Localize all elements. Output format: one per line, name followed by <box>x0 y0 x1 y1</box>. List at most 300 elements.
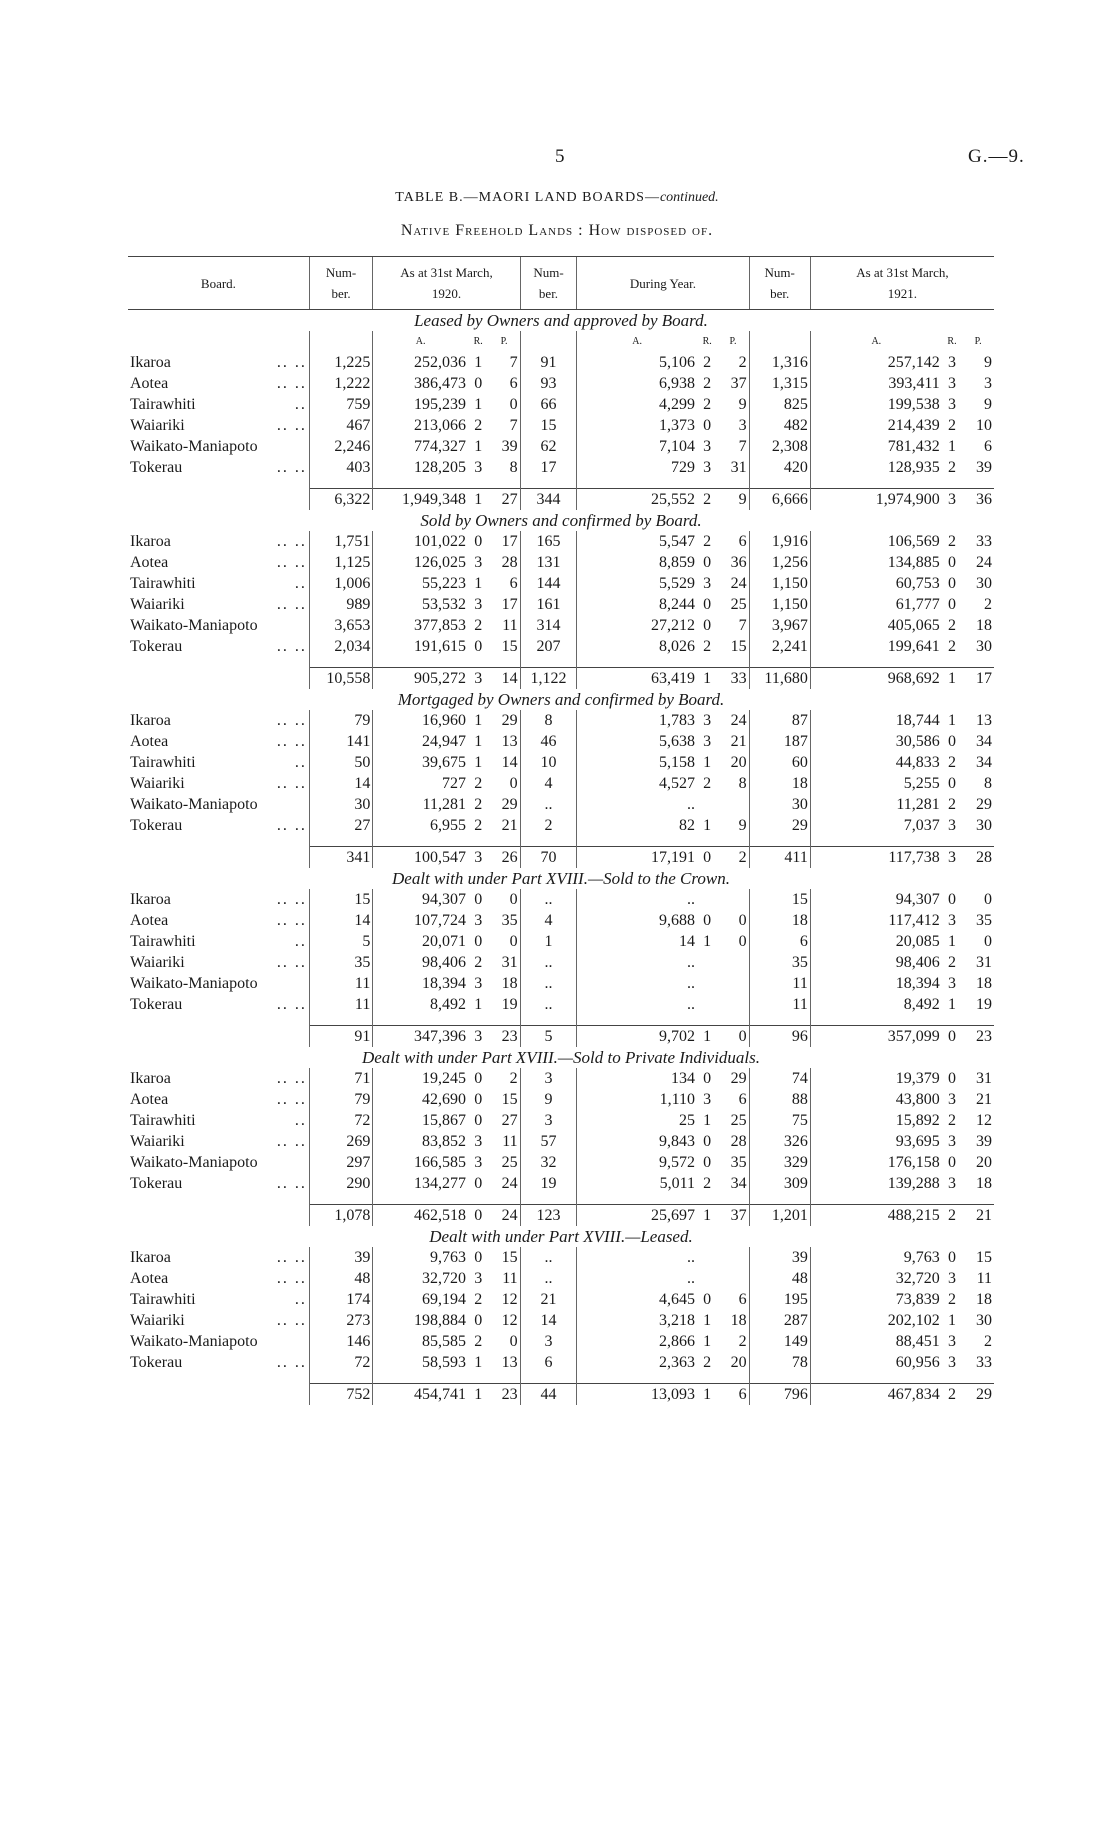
board-name: Aotea <box>130 554 169 571</box>
spacer-cell <box>942 478 962 489</box>
cell-number-1921: 75 <box>749 1110 810 1131</box>
units-spacer <box>749 331 810 352</box>
col-number-1921 <box>749 257 810 310</box>
total-number-year: 1,122 <box>520 668 577 690</box>
total-roods-1920: 3 <box>468 668 488 690</box>
cell-acres-year: 27,212 <box>577 615 697 636</box>
total-acres-1920: 905,272 <box>373 668 468 690</box>
leader-dots: .. <box>294 396 307 413</box>
leader-dots: .. .. <box>276 533 307 550</box>
cell-roods-year: 0 <box>703 617 712 634</box>
cell-number-1921: 60 <box>749 752 810 773</box>
total-roods-1920: 3 <box>468 847 488 869</box>
cell-acres-year: 9,572 <box>577 1152 697 1173</box>
leader-dots: .. .. <box>276 1354 307 1371</box>
cell-acres-1921: 257,142 <box>810 352 941 373</box>
cell-acres-1921: 43,800 <box>810 1089 941 1110</box>
cell-perches-1920: 13 <box>501 733 518 750</box>
leader-dots: .. .. <box>276 1133 307 1150</box>
unit-label-r: R. <box>947 336 957 347</box>
cell-number-1920: 146 <box>309 1331 372 1352</box>
section-title-row <box>128 310 994 332</box>
cell-roods-1920: 0 <box>474 933 483 950</box>
section-title: Sold by Owners and confirmed by Board. <box>420 511 702 530</box>
cell-perches-1921: 2 <box>984 596 992 613</box>
spacer-cell <box>810 1373 941 1384</box>
cell-perches-year <box>717 1247 749 1268</box>
section-title: Mortgaged by Owners and confirmed by Board. <box>397 690 725 709</box>
cell-roods-year: 2 <box>703 775 712 792</box>
cell-number-1920: 1,006 <box>309 573 372 594</box>
cell-perches-1921: 0 <box>984 933 992 950</box>
cell-roods-1921: 0 <box>947 775 956 792</box>
cell-perches-1920: 7 <box>509 417 518 434</box>
cell-acres-1920: 20,071 <box>373 931 468 952</box>
spacer-cell <box>577 836 697 847</box>
cell-roods-year: 3 <box>703 438 712 455</box>
cell-perches-1921: 12 <box>976 1112 992 1129</box>
table-row <box>128 615 994 636</box>
spacer-cell <box>309 1373 372 1384</box>
board-name-cell <box>128 889 309 910</box>
unit-label-a: A. <box>373 331 468 352</box>
cell-number-year: 2 <box>520 815 577 836</box>
cell-perches-1920: 15 <box>501 1091 518 1108</box>
cell-acres-1921: 202,102 <box>810 1310 941 1331</box>
cell-acres-1921: 106,569 <box>810 531 941 552</box>
cell-acres-year: 729 <box>577 457 697 478</box>
cell-perches-1921: 18 <box>976 1291 992 1308</box>
total-acres-1920: 462,518 <box>373 1205 468 1227</box>
spacer-cell <box>942 1373 962 1384</box>
section-title-row <box>128 1047 994 1068</box>
spacer-cell <box>520 478 577 489</box>
col-number-year-label: Num- ber. <box>533 265 564 301</box>
cell-perches-1920: 24 <box>501 1175 518 1192</box>
cell-number-1921: 18 <box>749 910 810 931</box>
cell-roods-year <box>697 952 717 973</box>
table-row <box>128 531 994 552</box>
board-name: Aotea <box>130 912 169 929</box>
spacer-cell <box>128 1373 309 1384</box>
cell-acres-year: 4,527 <box>577 773 697 794</box>
cell-acres-1921: 88,451 <box>810 1331 941 1352</box>
spacer-cell <box>717 1194 749 1205</box>
cell-acres-year: .. <box>577 994 697 1015</box>
spacer-cell <box>717 657 749 668</box>
cell-perches-1921: 30 <box>976 1312 992 1329</box>
total-row <box>128 1205 994 1227</box>
cell-roods-1921: 0 <box>947 1070 956 1087</box>
total-acres-1921: 117,738 <box>810 847 941 869</box>
cell-roods-1921: 2 <box>947 1291 956 1308</box>
cell-roods-1921: 2 <box>947 417 956 434</box>
cell-roods-1921: 3 <box>947 375 956 392</box>
spacer-cell <box>962 657 994 668</box>
board-name: Ikaroa <box>130 533 171 550</box>
cell-number-1921: 18 <box>749 773 810 794</box>
units-row <box>128 331 994 352</box>
cell-perches-year <box>717 973 749 994</box>
total-perches-1920: 23 <box>488 1384 520 1406</box>
cell-acres-1921: 8,492 <box>810 994 941 1015</box>
spacer-cell <box>577 1194 697 1205</box>
cell-acres-1921: 20,085 <box>810 931 941 952</box>
leader-dots: .. .. <box>276 733 307 750</box>
cell-number-year: 3 <box>520 1331 577 1352</box>
cell-roods-1920: 0 <box>474 891 483 908</box>
cell-acres-1920: 386,473 <box>373 373 468 394</box>
cell-roods-1921: 3 <box>947 354 956 371</box>
cell-number-1920: 5 <box>309 931 372 952</box>
cell-acres-year: .. <box>577 889 697 910</box>
cell-roods-year: 2 <box>703 1354 712 1371</box>
cell-roods-year: 2 <box>703 375 712 392</box>
spacer-cell <box>810 657 941 668</box>
cell-acres-1921: 214,439 <box>810 415 941 436</box>
cell-roods-1921: 3 <box>947 1091 956 1108</box>
cell-number-1920: 48 <box>309 1268 372 1289</box>
section-title-row <box>128 689 994 710</box>
cell-perches-1920: 7 <box>509 354 518 371</box>
spacer-cell <box>942 1194 962 1205</box>
cell-perches-year: 0 <box>738 933 747 950</box>
table-row <box>128 394 994 415</box>
board-name: Waikato-Maniapoto <box>130 796 258 813</box>
total-acres-1920: 454,741 <box>373 1384 468 1406</box>
spacer-cell <box>468 836 488 847</box>
section-title-row <box>128 1226 994 1247</box>
table-row <box>128 994 994 1015</box>
cell-acres-1921: 60,956 <box>810 1352 941 1373</box>
total-perches-1921: 29 <box>962 1384 994 1406</box>
cell-number-year: 165 <box>520 531 577 552</box>
spacer-cell <box>749 1194 810 1205</box>
total-acres-1921: 1,974,900 <box>810 489 941 511</box>
total-perches-1920: 27 <box>488 489 520 511</box>
cell-perches-year: 6 <box>738 533 747 550</box>
cell-acres-1920: 24,947 <box>373 731 468 752</box>
cell-acres-1920: 774,327 <box>373 436 468 457</box>
cell-roods-1920: 3 <box>474 1133 483 1150</box>
total-acres-1920: 1,949,348 <box>373 489 468 511</box>
cell-number-1921: 482 <box>749 415 810 436</box>
cell-roods-1921: 0 <box>947 1154 956 1171</box>
cell-number-year: 66 <box>520 394 577 415</box>
total-perches-year: 2 <box>717 847 749 869</box>
cell-roods-1920: 2 <box>474 417 483 434</box>
spacer-cell <box>488 836 520 847</box>
table-row <box>128 1310 994 1331</box>
cell-number-1921: 1,316 <box>749 352 810 373</box>
section-title-row <box>128 510 994 531</box>
cell-roods-1921: 0 <box>947 733 956 750</box>
col-number-1921-label: Num- ber. <box>764 265 795 301</box>
cell-roods-year: 0 <box>703 1070 712 1087</box>
cell-acres-1920: 198,884 <box>373 1310 468 1331</box>
cell-acres-year: .. <box>577 973 697 994</box>
board-name: Tairawhiti <box>130 1112 196 1129</box>
col-as-at-1920 <box>373 257 520 310</box>
leader-dots: .. .. <box>276 817 307 834</box>
cell-number-1920: 2,034 <box>309 636 372 657</box>
board-name-cell <box>128 794 309 815</box>
cell-number-year: 207 <box>520 636 577 657</box>
cell-perches-1920: 11 <box>502 617 518 634</box>
cell-acres-year: 7,104 <box>577 436 697 457</box>
leader-dots: .. .. <box>276 891 307 908</box>
cell-number-1920: 11 <box>309 994 372 1015</box>
spacer-cell <box>697 657 717 668</box>
spacer-cell <box>520 1015 577 1026</box>
total-row <box>128 489 994 511</box>
cell-perches-1921: 13 <box>976 712 992 729</box>
cell-acres-1921: 60,753 <box>810 573 941 594</box>
cell-number-year: .. <box>520 1268 577 1289</box>
cell-acres-year: .. <box>577 1247 697 1268</box>
cell-perches-1920: 19 <box>501 996 518 1013</box>
cell-number-year: 4 <box>520 773 577 794</box>
cell-perches-year <box>717 889 749 910</box>
cell-number-year: 93 <box>520 373 577 394</box>
total-label-cell <box>128 1026 309 1048</box>
board-name-cell <box>128 1331 309 1352</box>
cell-acres-1920: 252,036 <box>373 352 468 373</box>
board-name: Waikato-Maniapoto <box>130 617 258 634</box>
cell-perches-1920: 12 <box>501 1312 518 1329</box>
spacer-cell <box>962 478 994 489</box>
cell-acres-1921: 18,394 <box>810 973 941 994</box>
cell-roods-1921: 0 <box>947 1249 956 1266</box>
cell-perches-1921: 34 <box>976 754 992 771</box>
total-perches-year: 6 <box>717 1384 749 1406</box>
cell-roods-1921: 2 <box>947 638 956 655</box>
cell-number-year: .. <box>520 952 577 973</box>
spacer-cell <box>942 836 962 847</box>
total-roods-year: 0 <box>697 847 717 869</box>
unit-label-p: P. <box>974 336 982 347</box>
table-title-main: TABLE B.—MAORI LAND BOARDS— <box>395 190 660 205</box>
cell-perches-year: 0 <box>738 912 747 929</box>
spacer-row <box>128 1015 994 1026</box>
board-name: Tokerau <box>130 817 183 834</box>
spacer-cell <box>128 657 309 668</box>
cell-roods-1920: 3 <box>474 459 483 476</box>
cell-number-1921: 29 <box>749 815 810 836</box>
cell-perches-year: 24 <box>730 712 747 729</box>
cell-perches-1921: 33 <box>976 533 992 550</box>
cell-acres-1921: 18,744 <box>810 710 941 731</box>
cell-number-1920: 467 <box>309 415 372 436</box>
cell-acres-1921: 128,935 <box>810 457 941 478</box>
cell-acres-1920: 128,205 <box>373 457 468 478</box>
spacer-cell <box>962 1373 994 1384</box>
board-name: Aotea <box>130 1091 169 1108</box>
cell-perches-year: 29 <box>730 1070 747 1087</box>
cell-acres-1920: 166,585 <box>373 1152 468 1173</box>
cell-number-1921: 1,315 <box>749 373 810 394</box>
cell-roods-1921: 3 <box>947 1270 956 1287</box>
cell-perches-1920: 21 <box>501 817 518 834</box>
col-as-at-1921 <box>810 257 994 310</box>
cell-roods-year: 3 <box>703 1091 712 1108</box>
cell-perches-1921: 21 <box>976 1091 992 1108</box>
cell-perches-1920: 35 <box>501 912 518 929</box>
board-name: Waiariki <box>130 775 185 792</box>
spacer-cell <box>373 657 468 668</box>
cell-acres-year: 4,299 <box>577 394 697 415</box>
board-name: Aotea <box>130 733 169 750</box>
unit-label-r: R. <box>473 336 483 347</box>
spacer-cell <box>468 1194 488 1205</box>
cell-roods-1921: 2 <box>947 533 956 550</box>
cell-number-1920: 35 <box>309 952 372 973</box>
leader-dots: .. .. <box>276 638 307 655</box>
cell-number-year: .. <box>520 973 577 994</box>
total-roods-year: 1 <box>697 1026 717 1048</box>
table-row <box>128 889 994 910</box>
cell-perches-1921: 39 <box>976 459 992 476</box>
total-acres-1921: 968,692 <box>810 668 941 690</box>
spacer-cell <box>697 478 717 489</box>
col-as-at-1921-label: As at 31st March, 1921. <box>856 265 949 301</box>
total-acres-year: 9,702 <box>577 1026 697 1048</box>
cell-roods-1920: 1 <box>474 1354 483 1371</box>
cell-acres-year: .. <box>577 952 697 973</box>
board-name-cell <box>128 1068 309 1089</box>
cell-perches-1920: 27 <box>501 1112 518 1129</box>
cell-acres-year: 5,529 <box>577 573 697 594</box>
board-name: Ikaroa <box>130 1249 171 1266</box>
table-row <box>128 594 994 615</box>
cell-acres-1921: 781,432 <box>810 436 941 457</box>
cell-perches-year: 15 <box>730 638 747 655</box>
cell-number-1920: 297 <box>309 1152 372 1173</box>
total-perches-1920: 14 <box>488 668 520 690</box>
leader-dots: .. <box>294 575 307 592</box>
cell-acres-1920: 377,853 <box>373 615 468 636</box>
cell-perches-year: 3 <box>738 417 747 434</box>
spacer-cell <box>520 657 577 668</box>
cell-roods-1920: 0 <box>474 1091 483 1108</box>
cell-perches-1920: 6 <box>509 375 518 392</box>
total-number-1920: 341 <box>309 847 372 869</box>
leader-dots: .. .. <box>276 996 307 1013</box>
spacer-cell <box>962 836 994 847</box>
cell-number-1921: 187 <box>749 731 810 752</box>
cell-roods-1920: 3 <box>474 1154 483 1171</box>
spacer-cell <box>577 478 697 489</box>
spacer-cell <box>309 657 372 668</box>
total-acres-1921: 488,215 <box>810 1205 941 1227</box>
cell-acres-1920: 11,281 <box>373 794 468 815</box>
cell-acres-1921: 393,411 <box>810 373 941 394</box>
board-name: Waikato-Maniapoto <box>130 438 258 455</box>
cell-number-year: 4 <box>520 910 577 931</box>
total-perches-1920: 26 <box>488 847 520 869</box>
cell-acres-1921: 73,839 <box>810 1289 941 1310</box>
cell-acres-1921: 199,538 <box>810 394 941 415</box>
cell-number-1920: 174 <box>309 1289 372 1310</box>
cell-roods-1921: 1 <box>947 712 956 729</box>
cell-perches-year: 2 <box>738 1333 747 1350</box>
board-name-cell <box>128 710 309 731</box>
cell-number-1921: 78 <box>749 1352 810 1373</box>
cell-number-1920: 30 <box>309 794 372 815</box>
total-acres-year: 17,191 <box>577 847 697 869</box>
cell-roods-1920: 0 <box>474 1112 483 1129</box>
cell-number-year: 57 <box>520 1131 577 1152</box>
cell-perches-year: 25 <box>730 596 747 613</box>
cell-acres-1921: 98,406 <box>810 952 941 973</box>
cell-acres-1921: 15,892 <box>810 1110 941 1131</box>
cell-roods-year <box>697 794 717 815</box>
board-name: Tokerau <box>130 1354 183 1371</box>
cell-acres-1921: 44,833 <box>810 752 941 773</box>
cell-acres-1920: 727 <box>373 773 468 794</box>
cell-number-1921: 1,256 <box>749 552 810 573</box>
leader-dots: .. .. <box>276 954 307 971</box>
total-number-year: 70 <box>520 847 577 869</box>
spacer-cell <box>749 1015 810 1026</box>
spacer-cell <box>810 1194 941 1205</box>
units-spacer <box>520 331 577 352</box>
spacer-cell <box>942 1015 962 1026</box>
cell-roods-1920: 3 <box>474 596 483 613</box>
board-name: Tairawhiti <box>130 754 196 771</box>
spacer-cell <box>697 1373 717 1384</box>
board-name: Tairawhiti <box>130 933 196 950</box>
table-row <box>128 931 994 952</box>
table-row <box>128 1289 994 1310</box>
spacer-cell <box>373 478 468 489</box>
cell-number-year: 1 <box>520 931 577 952</box>
cell-perches-year: 21 <box>730 733 747 750</box>
leader-dots: .. .. <box>276 554 307 571</box>
cell-acres-year: 3,218 <box>577 1310 697 1331</box>
cell-number-year: 46 <box>520 731 577 752</box>
cell-number-1920: 72 <box>309 1110 372 1131</box>
cell-roods-1920: 2 <box>474 1333 483 1350</box>
cell-perches-1920: 29 <box>501 796 518 813</box>
total-perches-1921: 21 <box>962 1205 994 1227</box>
cell-perches-1920: 11 <box>502 1270 518 1287</box>
cell-acres-1920: 6,955 <box>373 815 468 836</box>
cell-roods-1920: 2 <box>474 775 483 792</box>
cell-roods-1921: 0 <box>947 891 956 908</box>
board-name-cell <box>128 1289 309 1310</box>
cell-acres-1920: 83,852 <box>373 1131 468 1152</box>
cell-acres-1921: 93,695 <box>810 1131 941 1152</box>
table-row <box>128 710 994 731</box>
leader-dots: .. .. <box>276 912 307 929</box>
board-name: Tairawhiti <box>130 396 196 413</box>
cell-roods-1920: 2 <box>474 796 483 813</box>
board-name: Tokerau <box>130 459 183 476</box>
table-body <box>128 310 994 1406</box>
leader-dots: .. <box>294 1112 307 1129</box>
total-perches-1921: 28 <box>962 847 994 869</box>
total-perches-year: 37 <box>717 1205 749 1227</box>
spacer-cell <box>309 1015 372 1026</box>
board-name-cell <box>128 910 309 931</box>
total-roods-1920: 1 <box>468 489 488 511</box>
spacer-cell <box>577 1015 697 1026</box>
spacer-cell <box>577 1373 697 1384</box>
cell-perches-1920: 15 <box>501 638 518 655</box>
cell-roods-year: 2 <box>703 638 712 655</box>
cell-acres-1920: 39,675 <box>373 752 468 773</box>
